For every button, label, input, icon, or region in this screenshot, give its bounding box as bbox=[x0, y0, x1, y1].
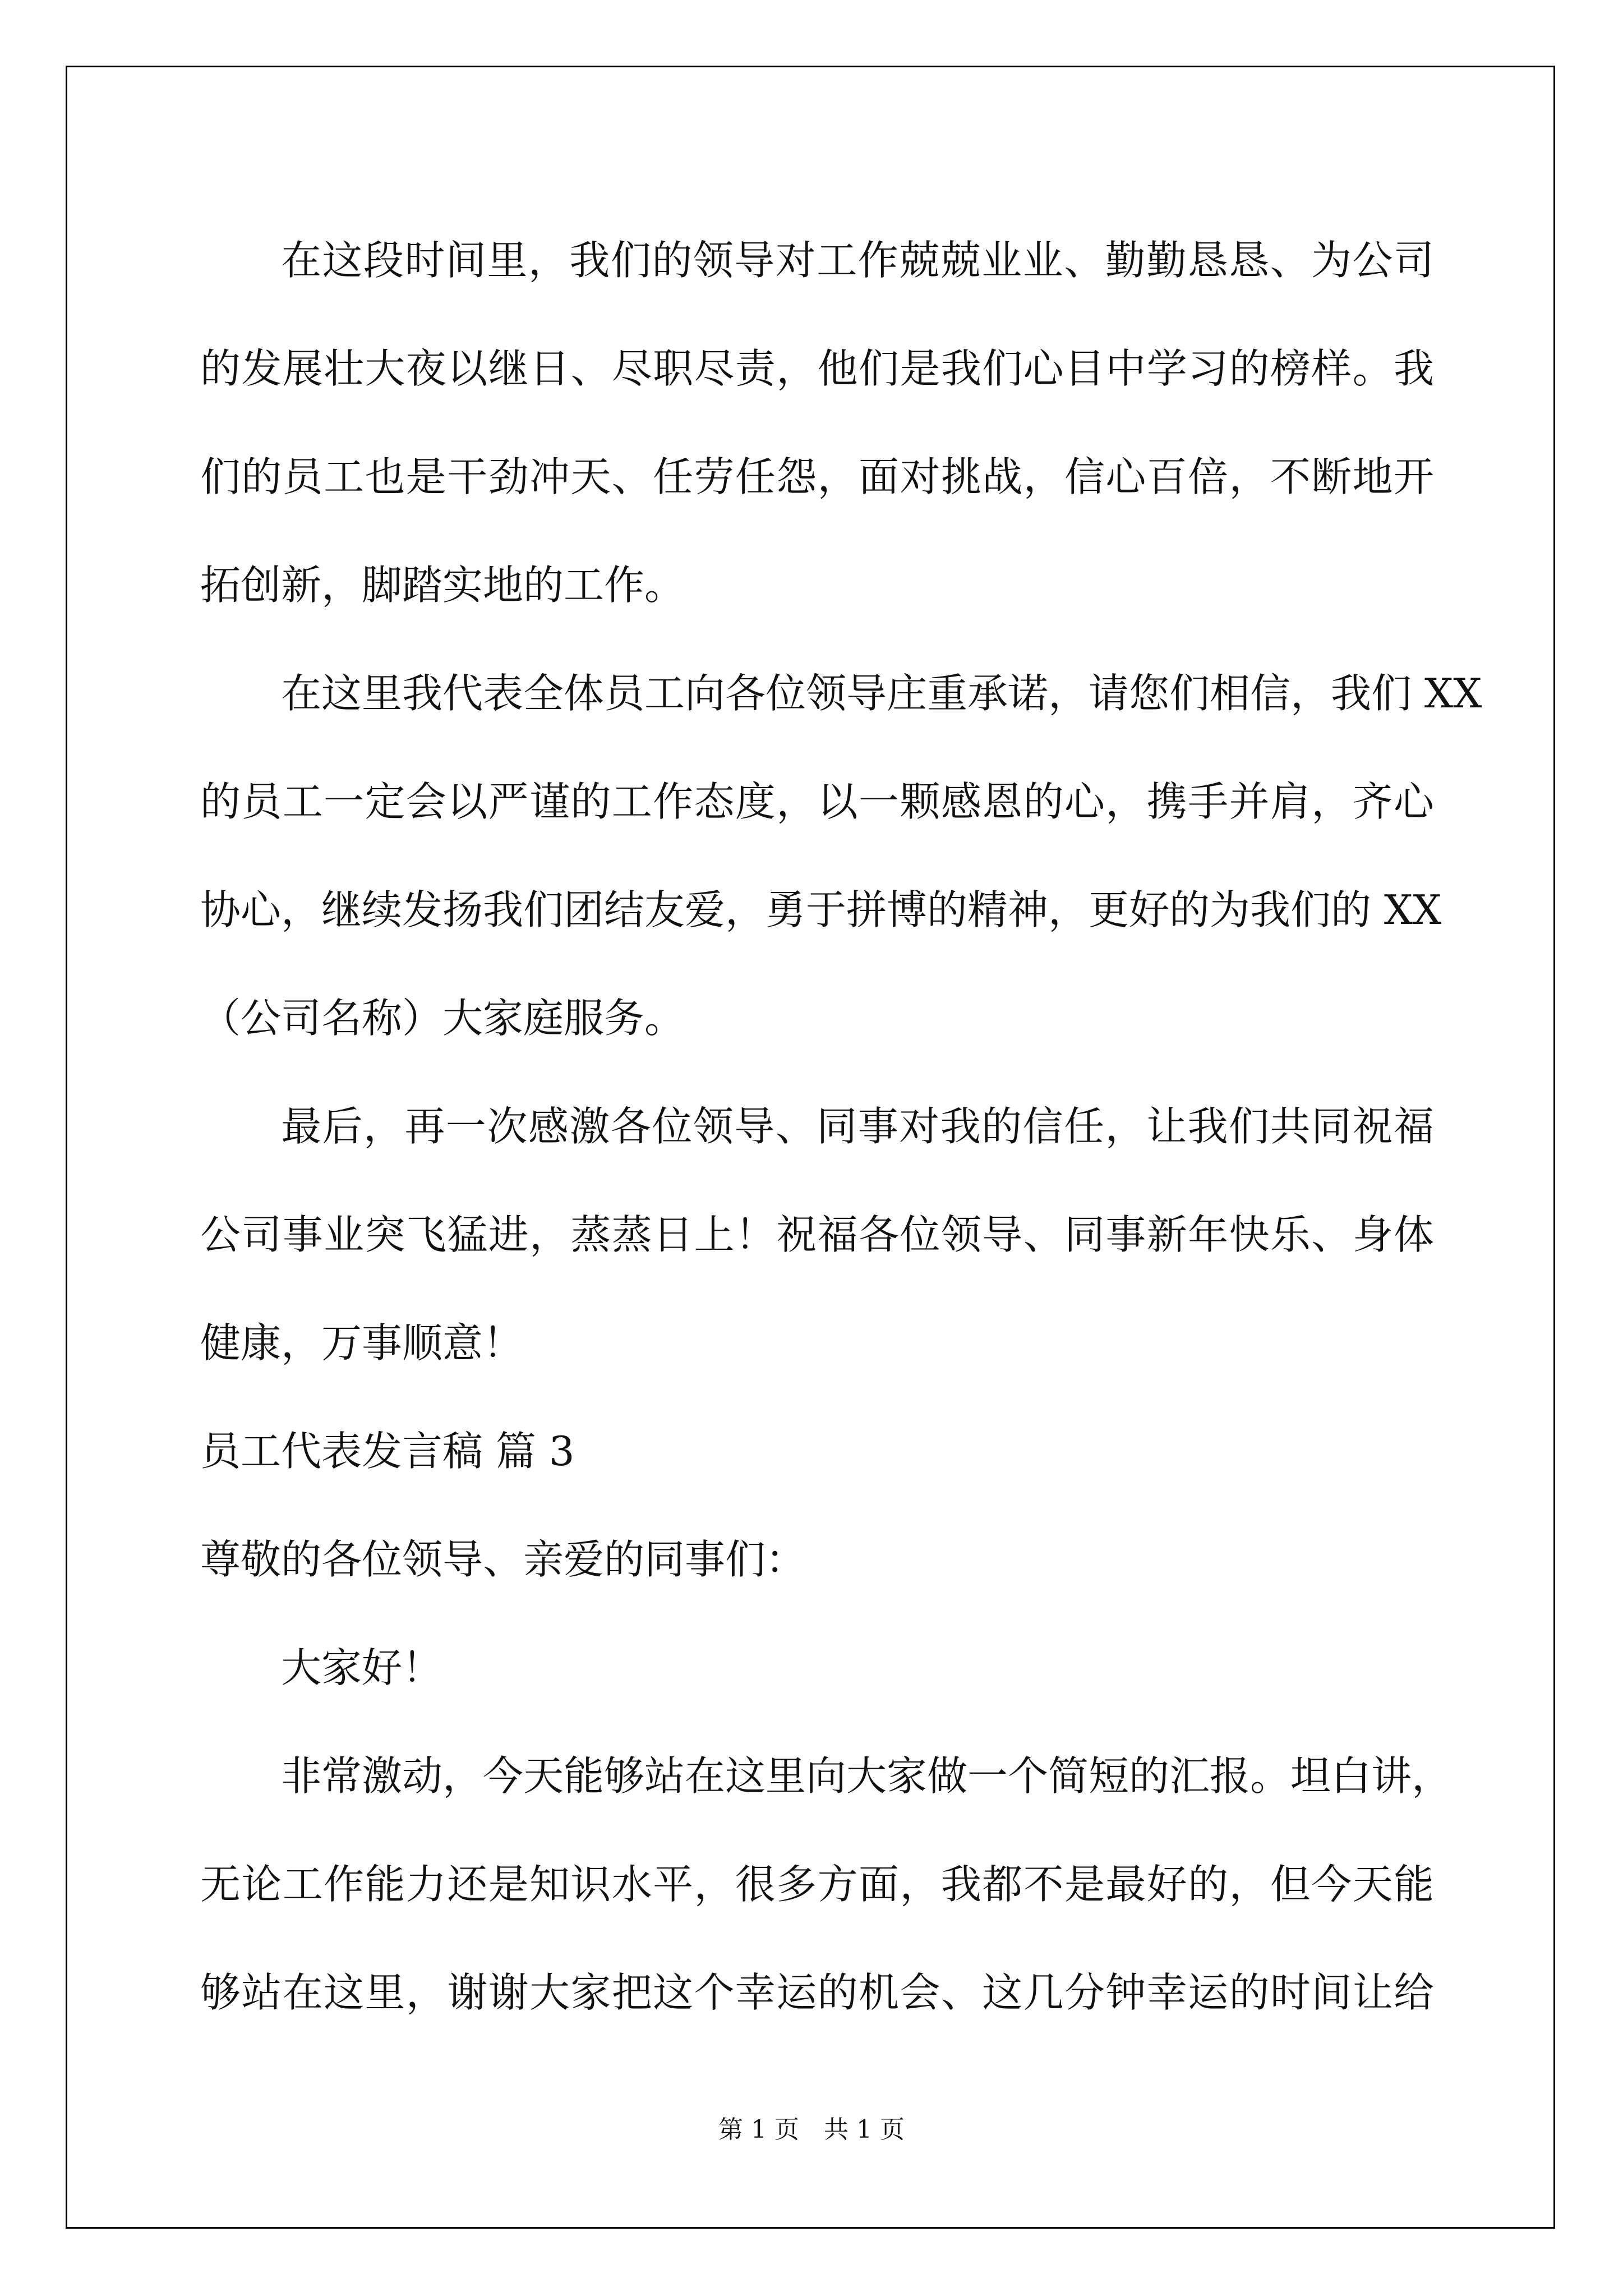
document-body bbox=[200, 206, 1482, 2047]
text-line: 够站在这里，谢谢大家把这个幸运的机会、这几分钟幸运的时间让给 bbox=[200, 1969, 1434, 2016]
text-line: 健康，万事顺意！ bbox=[200, 1319, 524, 1366]
text-line: 协心，继续发扬我们团结友爱，勇于拼博的精神，更好的为我们的 XX bbox=[200, 886, 1442, 933]
salutation: 尊敬的各位领导、亲爱的同事们： bbox=[200, 1536, 806, 1583]
text-line: 的发展壮大夜以继日、尽职尽责，他们是我们心目中学习的榜样。我 bbox=[200, 345, 1434, 392]
text-line: 公司事业突飞猛进，蒸蒸日上！祝福各位领导、同事新年快乐、身体 bbox=[200, 1211, 1434, 1258]
text-line: 的员工一定会以严谨的工作态度，以一颗感恩的心，携手并肩，齐心 bbox=[200, 778, 1434, 825]
text-line: 无论工作能力还是知识水平，很多方面，我都不是最好的，但今天能 bbox=[200, 1861, 1434, 1908]
text-line: 最后，再一次感激各位领导、同事对我的信任，让我们共同祝福 bbox=[281, 1103, 1434, 1150]
text-line: 拓创新，脚踏实地的工作。 bbox=[200, 562, 685, 609]
text-line: 在这段时间里，我们的领导对工作兢兢业业、勤勤恳恳、为公司 bbox=[281, 237, 1434, 284]
section-heading: 员工代表发言稿 篇 3 bbox=[200, 1428, 575, 1475]
text-line: （公司名称）大家庭服务。 bbox=[200, 995, 685, 1042]
greeting: 大家好！ bbox=[281, 1644, 443, 1691]
text-line: 们的员工也是干劲冲天、任劳任怨，面对挑战，信心百倍，不断地开 bbox=[200, 453, 1434, 500]
text-line: 非常激动，今天能够站在这里向大家做一个简短的汇报。坦白讲， bbox=[281, 1752, 1453, 1800]
page-footer: 第 1 页 共 1 页 bbox=[718, 2115, 905, 2144]
text-line: 在这里我代表全体员工向各位领导庄重承诺，请您们相信，我们 XX bbox=[281, 670, 1482, 717]
